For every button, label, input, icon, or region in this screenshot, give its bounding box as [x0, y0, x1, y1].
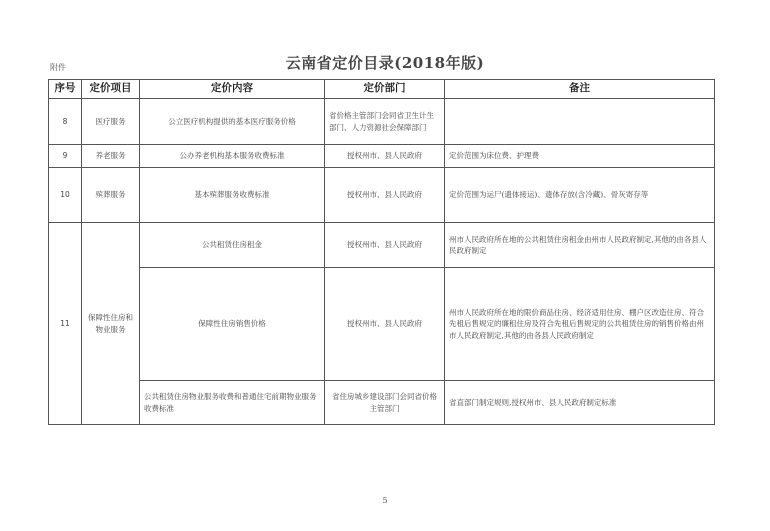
row-content: 公立医疗机构提供的基本医疗服务价格	[140, 99, 325, 145]
col-header-note: 备注	[445, 80, 715, 99]
row-dept: 省价格主管部门会同省卫生计生部门、人力资源社会保障部门	[325, 99, 445, 145]
row-note	[445, 99, 715, 145]
row-dept: 授权州市、县人民政府	[325, 223, 445, 268]
row-item: 养老服务	[82, 145, 140, 168]
attachment-label: 附件	[50, 63, 66, 72]
row-note: 州市人民政府所在地的公共租赁住房租金由州市人民政府制定,其他的由各县人民政府制定	[445, 223, 715, 268]
row-content: 公办养老机构基本服务收费标准	[140, 145, 325, 168]
row-content: 基本殡葬服务收费标准	[140, 168, 325, 223]
table-row	[49, 145, 715, 168]
table-row	[49, 268, 715, 381]
table-row	[49, 223, 715, 268]
row-note: 省直部门制定规则,授权州市、县人民政府制定标准	[445, 381, 715, 425]
col-header-item: 定价项目	[82, 80, 140, 99]
col-header-no: 序号	[49, 80, 82, 99]
row-item: 殡葬服务	[82, 168, 140, 223]
row-dept: 授权州市、县人民政府	[325, 145, 445, 168]
row-number: 9	[49, 145, 82, 168]
page-title: 云南省定价目录(2018年版)	[285, 54, 485, 72]
row-item: 医疗服务	[82, 99, 140, 145]
row-dept: 省住房城乡建设部门会同省价格主管部门	[325, 381, 445, 425]
table-row	[49, 381, 715, 425]
row-dept: 授权州市、县人民政府	[325, 168, 445, 223]
row-number: 11	[49, 223, 82, 425]
row-item: 保障性住房和物业服务	[82, 223, 140, 425]
row-dept: 授权州市、县人民政府	[325, 268, 445, 381]
col-header-content: 定价内容	[140, 80, 325, 99]
row-note: 定价范围为床位费、护理费	[445, 145, 715, 168]
table-row	[49, 168, 715, 223]
row-number: 10	[49, 168, 82, 223]
page-number: 5	[382, 496, 388, 505]
row-content: 公共租赁住房租金	[140, 223, 325, 268]
row-content: 保障性住房销售价格	[140, 268, 325, 381]
row-content: 公共租赁住房物业服务收费和普通住宅前期物业服务收费标准	[140, 381, 325, 425]
table-header-row	[49, 80, 715, 99]
price-catalog-table	[48, 79, 715, 425]
table-row	[49, 99, 715, 145]
row-number: 8	[49, 99, 82, 145]
col-header-dept: 定价部门	[325, 80, 445, 99]
row-note: 州市人民政府所在地的限价商品住房、经济适用住房、棚户区改造住房、符合先租后售规定的廉租住房及符合先租后售规定的公共租赁住房的销售价格由州市人民政府制定,其他的由各县人民政府制定	[445, 268, 715, 381]
row-note: 定价范围为运尸(遗体接运)、遗体存放(含冷藏)、骨灰寄存等	[445, 168, 715, 223]
